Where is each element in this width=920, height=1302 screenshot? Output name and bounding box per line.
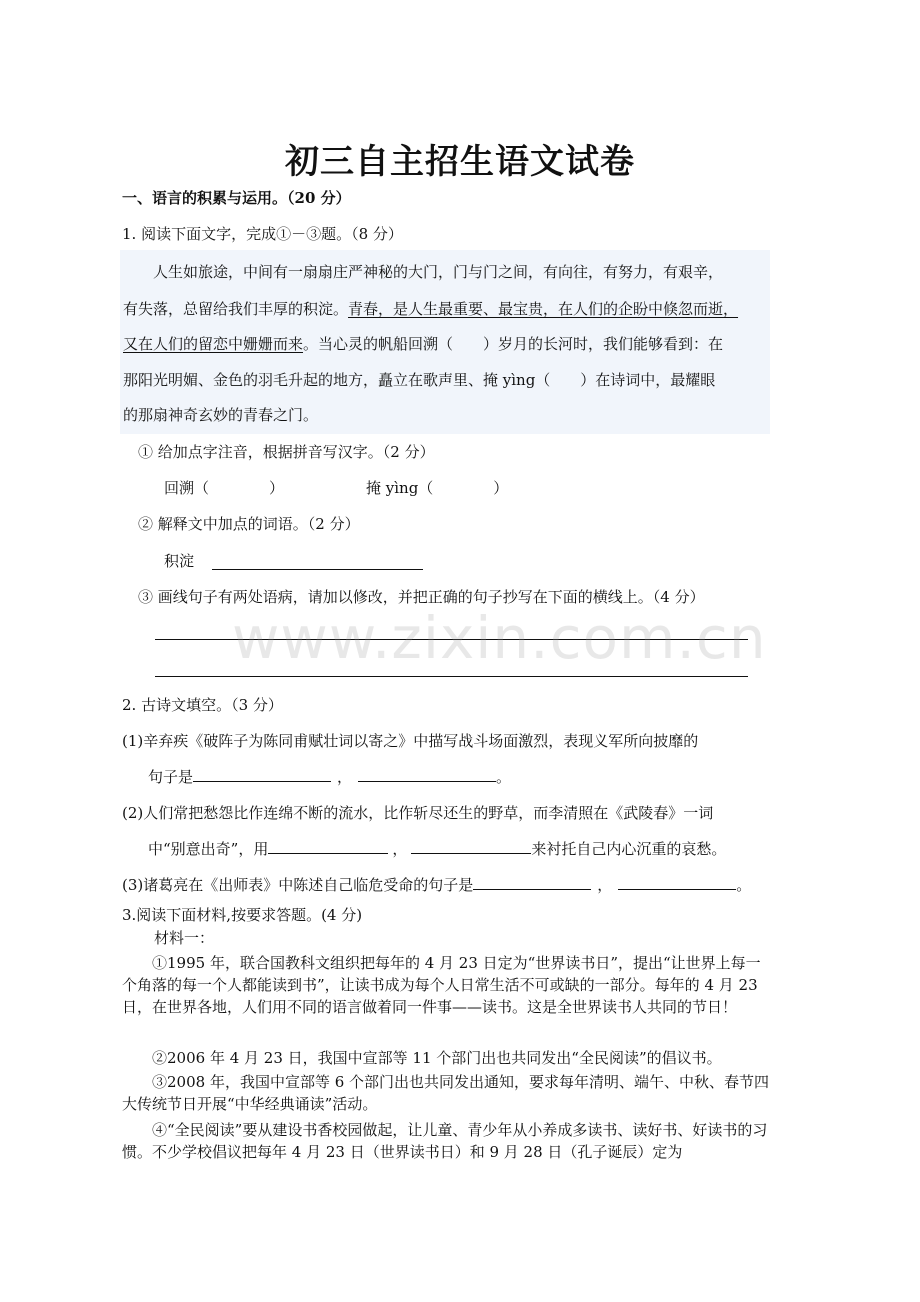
- comma: ，: [337, 768, 353, 786]
- material-paragraph-4: ④“全民阅读”要从建设书香校园做起，让儿童、青少年从小养成多读书、读好书、好读书的习惯。不少学校倡议把每年 4 月 23 日（世界读书日）和 9 月 28 日（孔子诞辰）定为: [122, 1121, 768, 1161]
- answer-blank-yanying[interactable]: 掩 yìng（ ）: [366, 479, 509, 497]
- answer-blank[interactable]: [358, 767, 496, 782]
- answer-blank[interactable]: [193, 767, 331, 782]
- answer-blank-huisu[interactable]: 回溯（ ）: [164, 479, 285, 497]
- sub-question-1: ① 给加点字注音，根据拼音写汉字。（2 分）: [138, 443, 435, 461]
- material-paragraph-1: ①1995 年，联合国教科文组织把每年的 4 月 23 日定为“世界读书日”，提出“让世界上每一个角落的每一个人都能读到书”，让读书成为每个人日常生活不可或缺的一部分。每年的 4 月 23 日，在世界各地，人们用不同的语言做着同一件事——读书。这是全世界读书人共同的节日！: [122, 954, 761, 1016]
- answer-blank[interactable]: [618, 875, 736, 890]
- poem-question-2-answer: [148, 839, 726, 859]
- poem-question-1: (1)辛弃疾《破阵子为陈同甫赋壮词以寄之》中描写战斗场面激烈，表现义军所向披靡的: [122, 732, 699, 750]
- answer-blank[interactable]: [268, 839, 388, 854]
- period: 。: [496, 768, 512, 786]
- material-paragraph-3: ③2008 年，我国中宣部等 6 个部门出也共同发出通知，要求每年清明、端午、中秋、春节四大传统节日开展“中华经典诵读”活动。: [122, 1073, 770, 1113]
- question-1-stem: 1. 阅读下面文字，完成①－③题。（8 分）: [122, 225, 403, 243]
- passage-line-1: 人生如旅途，中间有一扇扇庄严神秘的大门，门与门之间，有向往，有努力，有艰辛，: [153, 263, 724, 281]
- page-title: 初三自主招生语文试卷: [285, 142, 635, 182]
- section-heading: 一、语言的积累与运用。（20 分）: [122, 189, 351, 207]
- poem-question-3: [122, 875, 751, 895]
- passage-text: 。当心灵的帆船回溯（ ）岁月的长河时，我们能够看到：在: [303, 335, 724, 353]
- period: 。: [736, 876, 752, 894]
- underlined-sentence: 又在人们的留恋中姗姗而来: [123, 335, 304, 353]
- answer-prefix: 句子是: [148, 768, 194, 786]
- question-3-stem: 3.阅读下面材料,按要求答题。(4 分): [122, 906, 363, 924]
- sub-question-3: ③ 画线句子有两处语病，请加以修改，并把正确的句子抄写在下面的横线上。（4 分）: [138, 588, 705, 606]
- answer-line-jidian[interactable]: [212, 569, 423, 570]
- passage-line-5: 的那扇神奇玄妙的青春之门。: [123, 406, 319, 424]
- answer-blank[interactable]: [473, 875, 591, 890]
- underlined-sentence: 青春，是人生最重要、最宝贵，在人们的企盼中倏忽而逝，: [348, 300, 739, 318]
- answer-suffix: 来衬托自己内心沉重的哀愁。: [531, 840, 727, 858]
- poem-question-2: (2)人们常把愁怨比作连绵不断的流水，比作斩尽还生的野草，而李清照在《武陵春》一词: [122, 804, 714, 822]
- passage-text: 有失落，总留给我们丰厚的积淀。: [123, 300, 349, 318]
- material-label: 材料一：: [154, 929, 215, 947]
- passage-line-2: [123, 299, 738, 319]
- comma: ，: [392, 840, 408, 858]
- term-jidian: 积淀: [164, 552, 195, 570]
- passage-line-4: 那阳光明媚、金色的羽毛升起的地方，矗立在歌声里、掩 yìng（ ）在诗词中，最耀眼: [123, 371, 716, 389]
- question-text: (3)诸葛亮在《出师表》中陈述自己临危受命的句子是: [122, 876, 474, 894]
- passage-line-3: [123, 334, 723, 354]
- answer-prefix: 中“别意出奇”，用: [148, 840, 269, 858]
- question-2-stem: 2. 古诗文填空。（3 分）: [122, 696, 283, 714]
- material-paragraph-2: ②2006 年 4 月 23 日，我国中宣部等 11 个部门出也共同发出“全民阅读”的倡议书。: [152, 1049, 722, 1067]
- answer-line-2[interactable]: [155, 676, 748, 677]
- poem-question-1-answer: [148, 767, 511, 787]
- watermark: www.zixin.com.cn: [232, 604, 767, 672]
- comma: ，: [597, 876, 613, 894]
- answer-blank[interactable]: [411, 839, 531, 854]
- sub-question-2: ② 解释文中加点的词语。（2 分）: [138, 515, 360, 533]
